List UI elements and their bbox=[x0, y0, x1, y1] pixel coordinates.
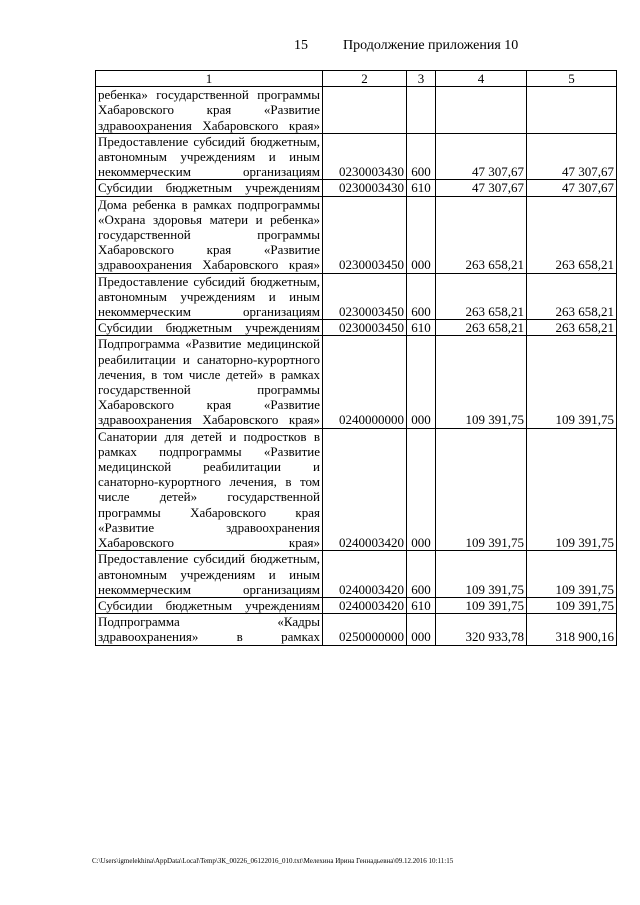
appendix-title: Продолжение приложения 10 bbox=[343, 38, 519, 53]
row-amount-1: 109 391,75 bbox=[436, 597, 527, 613]
row-expense-type: 000 bbox=[407, 336, 436, 428]
table-row bbox=[96, 133, 617, 180]
column-number: 1 bbox=[96, 71, 323, 87]
row-code: 0240003420 bbox=[323, 597, 407, 613]
table-row bbox=[96, 551, 617, 598]
table-row bbox=[96, 196, 617, 273]
row-expense-type: 600 bbox=[407, 551, 436, 598]
row-amount-1: 263 658,21 bbox=[436, 320, 527, 336]
table-row bbox=[96, 428, 617, 551]
row-code: 0230003450 bbox=[323, 273, 407, 320]
row-code: 0230003430 bbox=[323, 180, 407, 196]
row-name: Субсидии бюджетным учреждениям bbox=[96, 597, 323, 613]
row-amount-2: 263 658,21 bbox=[527, 273, 617, 320]
row-amount-1: 47 307,67 bbox=[436, 133, 527, 180]
row-name: Предоставление субсидий бюджетным, автономным учреждениям и иным некоммерческим организациям bbox=[96, 133, 323, 180]
row-code: 0240003420 bbox=[323, 428, 407, 551]
table-row bbox=[96, 614, 617, 645]
row-amount-2: 109 391,75 bbox=[527, 597, 617, 613]
row-name: Субсидии бюджетным учреждениям bbox=[96, 320, 323, 336]
row-amount-2: 109 391,75 bbox=[527, 551, 617, 598]
column-number: 2 bbox=[323, 71, 407, 87]
row-name: Подпрограмма «Развитие медицинской реабилитации и санаторно-курортного лечения, в том числе детей» в рамках государственной программы Хабаровского края «Развитие здравоохранения Хабаровского края» bbox=[96, 336, 323, 428]
column-number-row bbox=[96, 71, 617, 87]
row-expense-type: 610 bbox=[407, 320, 436, 336]
table-row bbox=[96, 87, 617, 134]
row-amount-2: 109 391,75 bbox=[527, 428, 617, 551]
row-amount-2: 263 658,21 bbox=[527, 320, 617, 336]
row-expense-type: 000 bbox=[407, 428, 436, 551]
row-code bbox=[323, 87, 407, 134]
row-amount-1: 109 391,75 bbox=[436, 428, 527, 551]
row-name: Субсидии бюджетным учреждениям bbox=[96, 180, 323, 196]
page-header bbox=[0, 38, 640, 58]
budget-table bbox=[95, 70, 617, 646]
column-number: 5 bbox=[527, 71, 617, 87]
column-number: 4 bbox=[436, 71, 527, 87]
table-row bbox=[96, 273, 617, 320]
row-amount-2: 47 307,67 bbox=[527, 180, 617, 196]
row-code: 0240003420 bbox=[323, 551, 407, 598]
row-amount-2: 47 307,67 bbox=[527, 133, 617, 180]
row-expense-type: 000 bbox=[407, 614, 436, 645]
row-name: Предоставление субсидий бюджетным, автономным учреждениям и иным некоммерческим организациям bbox=[96, 273, 323, 320]
table-row bbox=[96, 336, 617, 428]
row-expense-type: 000 bbox=[407, 196, 436, 273]
row-amount-1: 109 391,75 bbox=[436, 336, 527, 428]
row-code: 0250000000 bbox=[323, 614, 407, 645]
table-row bbox=[96, 180, 617, 196]
row-amount-1: 263 658,21 bbox=[436, 273, 527, 320]
row-amount-1: 109 391,75 bbox=[436, 551, 527, 598]
column-number: 3 bbox=[407, 71, 436, 87]
row-amount-1: 263 658,21 bbox=[436, 196, 527, 273]
row-code: 0230003450 bbox=[323, 320, 407, 336]
row-code: 0230003450 bbox=[323, 196, 407, 273]
row-name: Предоставление субсидий бюджетным, автономным учреждениям и иным некоммерческим организациям bbox=[96, 551, 323, 598]
row-amount-2: 263 658,21 bbox=[527, 196, 617, 273]
row-amount-1 bbox=[436, 87, 527, 134]
table-row bbox=[96, 320, 617, 336]
row-code: 0230003430 bbox=[323, 133, 407, 180]
row-expense-type bbox=[407, 87, 436, 134]
row-expense-type: 610 bbox=[407, 597, 436, 613]
row-amount-1: 47 307,67 bbox=[436, 180, 527, 196]
page-number: 15 bbox=[294, 38, 308, 53]
row-amount-2 bbox=[527, 87, 617, 134]
row-code: 0240000000 bbox=[323, 336, 407, 428]
row-name: ребенка» государственной программы Хабаровского края «Развитие здравоохранения Хабаровского края» bbox=[96, 87, 323, 134]
row-amount-2: 318 900,16 bbox=[527, 614, 617, 645]
row-amount-1: 320 933,78 bbox=[436, 614, 527, 645]
row-name: Подпрограмма «Кадры здравоохранения» в рамках bbox=[96, 614, 323, 645]
file-path-footer: C:\Users\igmelekhina\AppData\Local\Temp\ЗК_00226_06122016_010.txt\Мелехина Ирина Геннадьевна\09.12.2016 10:11:15 bbox=[92, 857, 454, 865]
row-expense-type: 610 bbox=[407, 180, 436, 196]
row-name: Дома ребенка в рамках подпрограммы «Охрана здоровья матери и ребенка» государственной программы Хабаровского края «Развитие здравоохранения Хабаровского края» bbox=[96, 196, 323, 273]
row-amount-2: 109 391,75 bbox=[527, 336, 617, 428]
row-expense-type: 600 bbox=[407, 133, 436, 180]
row-expense-type: 600 bbox=[407, 273, 436, 320]
table-row bbox=[96, 597, 617, 613]
row-name: Санатории для детей и подростков в рамках подпрограммы «Развитие медицинской реабилитации и санаторно-курортного лечения, в том числе детей» государственной программы Хабаровского края «Развитие здравоохранения Хабаровского края» bbox=[96, 428, 323, 551]
